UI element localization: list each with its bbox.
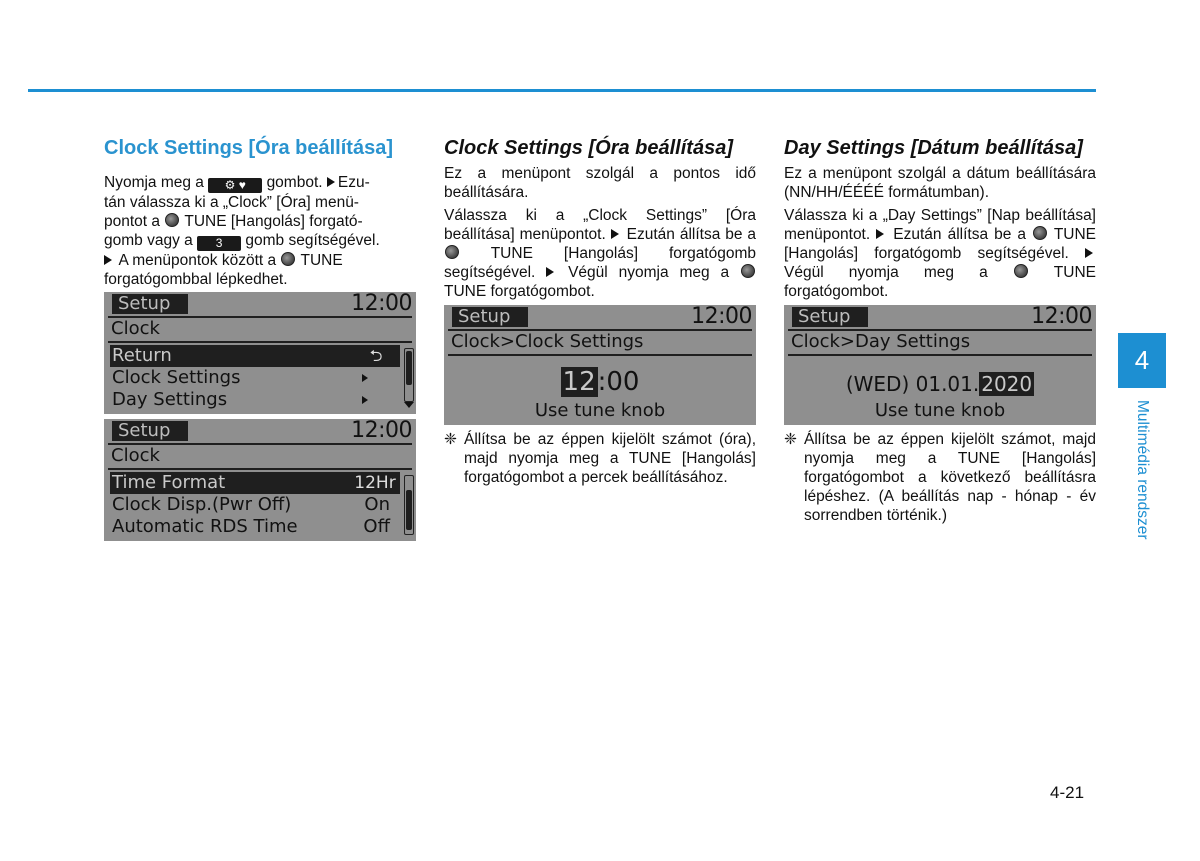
arrow-right-icon (546, 267, 554, 277)
hour-field[interactable]: 12 (562, 367, 596, 397)
scrollbar-thumb[interactable] (406, 490, 412, 530)
screen-title: Clock (111, 318, 160, 339)
section-heading: Clock Settings [Óra beállítása] (104, 137, 393, 159)
screen-clock-settings (444, 305, 756, 425)
tune-knob-icon (1014, 264, 1028, 278)
section-heading: Day Settings [Dátum beállítása] (784, 137, 1083, 159)
time-format-value: 12Hr (350, 472, 400, 494)
paragraph-instructions: Válassza ki a „Clock Settings” [Óra beállítása] menüpontot. Ezután állítsa be a TUNE [Hangolás] forgatógomb segítségével. Végül nyomja meg a TUNE forgatógombot. (444, 207, 757, 300)
menu-item-clock-settings[interactable]: Clock Settings (110, 367, 402, 389)
tune-knob-icon (1033, 226, 1047, 240)
button-3-icon: 3 (197, 236, 241, 251)
screen-clock-options (104, 419, 416, 541)
scrollbar[interactable] (404, 475, 414, 535)
minute-field[interactable]: :00 (597, 367, 640, 397)
arrow-right-icon (611, 229, 619, 239)
chevron-right-icon (362, 374, 368, 382)
arrow-right-icon (104, 255, 112, 265)
setup-clock-button-icon: ⚙ ♥ (208, 178, 262, 193)
intro-paragraph: Nyomja meg a ⚙ ♥ gombot. Ezu- tán válassza ki a „Clock” [Óra] menü- pontot a TUNE [Hangolás] forgató- gomb vagy a 3 gomb segítségével. A menüpontok között a TUNE forgatógombbal lépkedhet. (104, 174, 380, 288)
chevron-right-icon (362, 396, 368, 404)
note-icon: ❈ (444, 431, 457, 448)
tune-knob-icon (281, 252, 295, 266)
scrollbar-thumb[interactable] (406, 351, 412, 385)
screen-setup-tag: Setup (452, 307, 528, 327)
tune-knob-icon (445, 245, 459, 259)
arrow-right-icon (876, 229, 884, 239)
date-field[interactable]: (WED) 01.01. (845, 372, 980, 396)
date-editor[interactable] (784, 369, 1096, 399)
arrow-right-icon (1085, 248, 1093, 258)
top-rule (28, 89, 1096, 92)
screen-setup-tag: Setup (112, 421, 188, 441)
screen-time: 12:00 (1031, 305, 1092, 329)
divider (448, 354, 752, 356)
note: ❈ Állítsa be az éppen kijelölt számot (óra), majd nyomja meg a TUNE [Hangolás] forgatógombot a percek beállításához. (444, 431, 756, 486)
note-icon: ❈ (784, 431, 797, 448)
screen-time: 12:00 (351, 419, 412, 443)
screen-time: 12:00 (691, 305, 752, 329)
menu-item-return[interactable]: Return (110, 345, 352, 367)
section-heading: Clock Settings [Óra beállítása] (444, 137, 733, 159)
scroll-down-icon (404, 402, 414, 408)
tune-knob-icon (741, 264, 755, 278)
page-number: 4-21 (1050, 783, 1085, 802)
divider (108, 468, 412, 470)
divider (788, 354, 1092, 356)
screen-day-settings (784, 305, 1096, 425)
screen-setup-tag: Setup (792, 307, 868, 327)
paragraph-purpose: Ez a menüpont szolgál a pontos idő beállítására. (444, 165, 756, 201)
screen-title: Clock>Clock Settings (451, 331, 644, 352)
screen-hint: Use tune knob (534, 400, 666, 421)
screen-time: 12:00 (351, 292, 412, 316)
paragraph-instructions: Válassza ki a „Day Settings” [Nap beállítása] menüpontot. Ezután állítsa be a TUNE [Hangolás] forgatógomb segítségével. Végül nyomja meg a TUNE forgatógombot. (784, 207, 1097, 300)
option-automatic-rds-time[interactable]: Automatic RDS Time Off (112, 516, 390, 537)
paragraph-purpose: Ez a menüpont szolgál a dátum beállítására (NN/HH/ÉÉÉÉ formátumban). (784, 165, 1096, 201)
time-editor[interactable] (444, 367, 756, 397)
screen-title: Clock (111, 445, 160, 466)
chapter-number-tab: 4 (1118, 333, 1166, 388)
option-time-format[interactable]: Time Format (110, 472, 350, 494)
divider (108, 341, 412, 343)
menu-item-day-settings[interactable]: Day Settings (110, 389, 402, 411)
screen-clock-menu (104, 292, 416, 414)
scrollbar[interactable] (404, 348, 414, 402)
option-clock-display[interactable]: Clock Disp.(Pwr Off) On (112, 494, 390, 515)
screen-title: Clock>Day Settings (791, 331, 971, 352)
note: ❈ Állítsa be az éppen kijelölt számot, majd nyomja meg a TUNE [Hangolás] forgatógombot a következő beállításra lépéshez. (A beállítás nap - hónap - év sorrendben történik.) (784, 431, 1096, 524)
tune-knob-icon (165, 213, 179, 227)
arrow-right-icon (327, 177, 335, 187)
return-icon: ⮌ (352, 345, 400, 367)
screen-hint: Use tune knob (874, 400, 1006, 421)
screen-setup-tag: Setup (112, 294, 188, 314)
year-field[interactable]: 2020 (981, 372, 1033, 396)
chapter-title: Multimédia rendszer (1134, 400, 1151, 540)
